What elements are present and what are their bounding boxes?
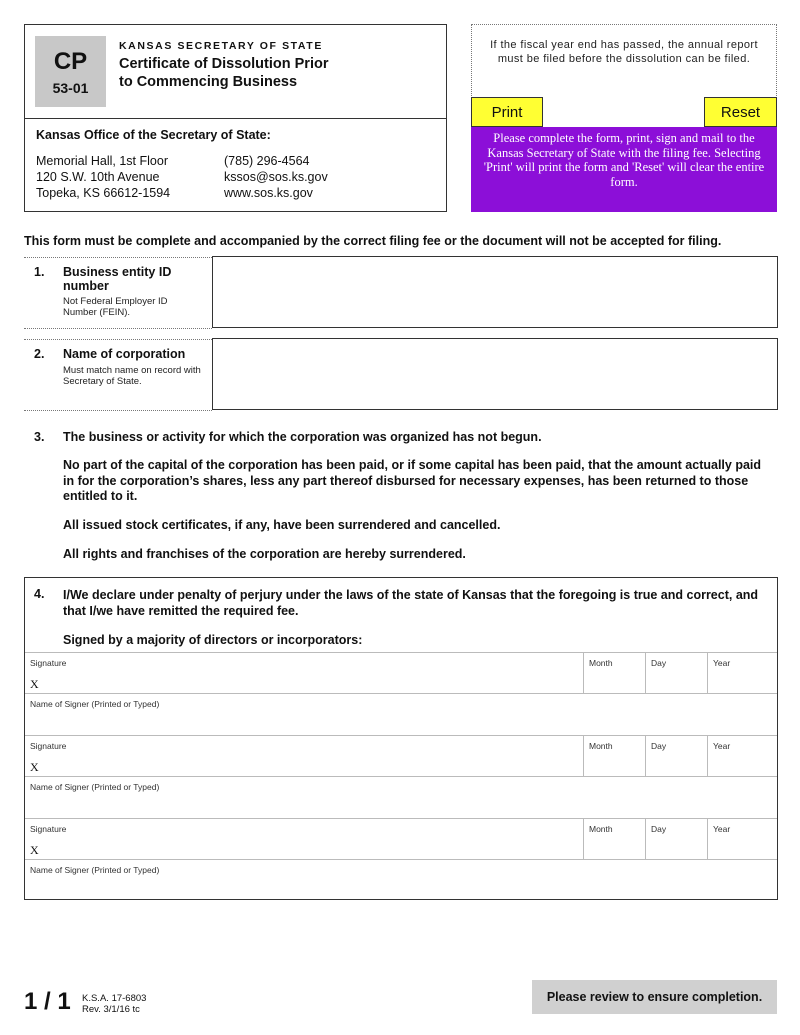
divider xyxy=(24,339,212,340)
header-box xyxy=(24,24,447,212)
divider xyxy=(645,653,646,694)
print-button[interactable]: Print xyxy=(471,97,543,127)
signature-row[interactable] xyxy=(25,818,777,859)
address-line: 120 S.W. 10th Avenue xyxy=(36,170,160,184)
month-label: Month xyxy=(589,824,613,834)
signer-name-label: Name of Signer (Printed or Typed) xyxy=(30,782,160,792)
review-notice: Please review to ensure completion. xyxy=(532,980,777,1014)
signer-name-row[interactable] xyxy=(25,776,777,818)
signer-name-label: Name of Signer (Printed or Typed) xyxy=(30,865,160,875)
signature-x: X xyxy=(30,843,39,857)
business-id-field[interactable] xyxy=(212,256,778,328)
year-label: Year xyxy=(713,658,731,668)
statement-rights: All rights and franchises of the corporation are hereby surrendered. xyxy=(63,547,466,561)
month-label: Month xyxy=(589,658,613,668)
signature-label: Signature xyxy=(30,658,67,668)
divider xyxy=(707,819,708,860)
email-address: kssos@sos.ks.gov xyxy=(224,170,328,184)
form-title xyxy=(119,55,419,91)
divider xyxy=(24,410,212,411)
business-id-hint: Not Federal Employer ID Number (FEIN). xyxy=(63,296,168,318)
fiscal-note: If the fiscal year end has passed, the annual report must be filed before the dissolution can be filed. xyxy=(490,39,758,65)
divider xyxy=(645,819,646,860)
fiscal-note-box xyxy=(471,24,777,96)
month-label: Month xyxy=(589,741,613,751)
statement-capital: No part of the capital of the corporation has been paid, or if some capital has been paid, that the amount actually paid in for the corporation’s shares, less any part thereof disbursed for necessary expenses, has been returned to those entitled to it. xyxy=(63,458,762,503)
statement-stock: All issued stock certificates, if any, have been surrendered and cancelled. xyxy=(63,518,501,532)
corporation-name-hint: Must match name on record with Secretary of State. xyxy=(63,365,201,387)
form-number: 53-01 xyxy=(52,80,89,96)
corporation-name-field[interactable] xyxy=(212,338,778,410)
divider xyxy=(583,736,584,777)
signature-label: Signature xyxy=(30,824,67,834)
divider xyxy=(645,736,646,777)
revision-date: Rev. 3/1/16 tc xyxy=(82,1004,140,1015)
day-label: Day xyxy=(651,658,667,668)
header-title-area xyxy=(25,25,446,119)
form-code: CP xyxy=(53,48,88,75)
filing-warning: This form must be complete and accompanied by the correct filing fee or the document will not be accepted for filing. xyxy=(24,234,722,248)
item-number: 1. xyxy=(34,265,45,279)
item-number: 3. xyxy=(34,430,45,444)
divider xyxy=(707,736,708,777)
agency-name: KANSAS SECRETARY OF STATE xyxy=(119,40,323,52)
office-address xyxy=(36,153,170,201)
signature-row[interactable] xyxy=(25,652,777,693)
day-label: Day xyxy=(651,741,667,751)
year-label: Year xyxy=(713,824,731,834)
divider xyxy=(583,653,584,694)
divider xyxy=(24,257,212,258)
declaration-box xyxy=(24,577,778,900)
signer-name-row[interactable] xyxy=(25,693,777,735)
address-line: Memorial Hall, 1st Floor xyxy=(36,154,168,168)
instructions-panel: Please complete the form, print, sign and mail to the Kansas Secretary of State with the filing fee. Selecting 'Print' will print the form and 'Reset' will clear the entire form. xyxy=(471,127,777,212)
website: www.sos.ks.gov xyxy=(224,186,313,200)
year-label: Year xyxy=(713,741,731,751)
form-title-line1: Certificate of Dissolution Prior xyxy=(119,56,329,72)
page-number: 1 / 1 xyxy=(24,988,71,1015)
item-number: 2. xyxy=(34,347,45,361)
form-title-line2: to Commencing Business xyxy=(119,74,298,90)
signer-name-label: Name of Signer (Printed or Typed) xyxy=(30,699,160,709)
statement-not-begun: The business or activity for which the corporation was organized has not begun. xyxy=(63,430,542,444)
reset-button[interactable]: Reset xyxy=(704,97,777,127)
day-label: Day xyxy=(651,824,667,834)
form-code-badge xyxy=(35,36,106,107)
signed-by-text: Signed by a majority of directors or incorporators: xyxy=(63,633,363,647)
item-number: 4. xyxy=(34,587,45,601)
address-line: Topeka, KS 66612-1594 xyxy=(36,186,171,200)
divider xyxy=(24,328,212,329)
business-id-label: Business entity ID number xyxy=(63,265,172,293)
declaration-text: I/We declare under penalty of perjury under the laws of the state of Kansas that the foregoing is true and correct, and that I/we have remitted the required fee. xyxy=(63,588,759,618)
office-contact xyxy=(224,153,328,201)
corporation-name-label: Name of corporation xyxy=(63,347,186,361)
phone-number: (785) 296-4564 xyxy=(224,154,310,168)
ksa-reference: K.S.A. 17-6803 xyxy=(82,993,147,1004)
office-heading: Kansas Office of the Secretary of State: xyxy=(36,128,271,142)
signature-x: X xyxy=(30,677,39,691)
divider xyxy=(707,653,708,694)
signer-name-row[interactable] xyxy=(25,859,777,899)
signature-x: X xyxy=(30,760,39,774)
divider xyxy=(583,819,584,860)
statute-reference xyxy=(82,993,146,1015)
signature-row[interactable] xyxy=(25,735,777,776)
signature-label: Signature xyxy=(30,741,67,751)
